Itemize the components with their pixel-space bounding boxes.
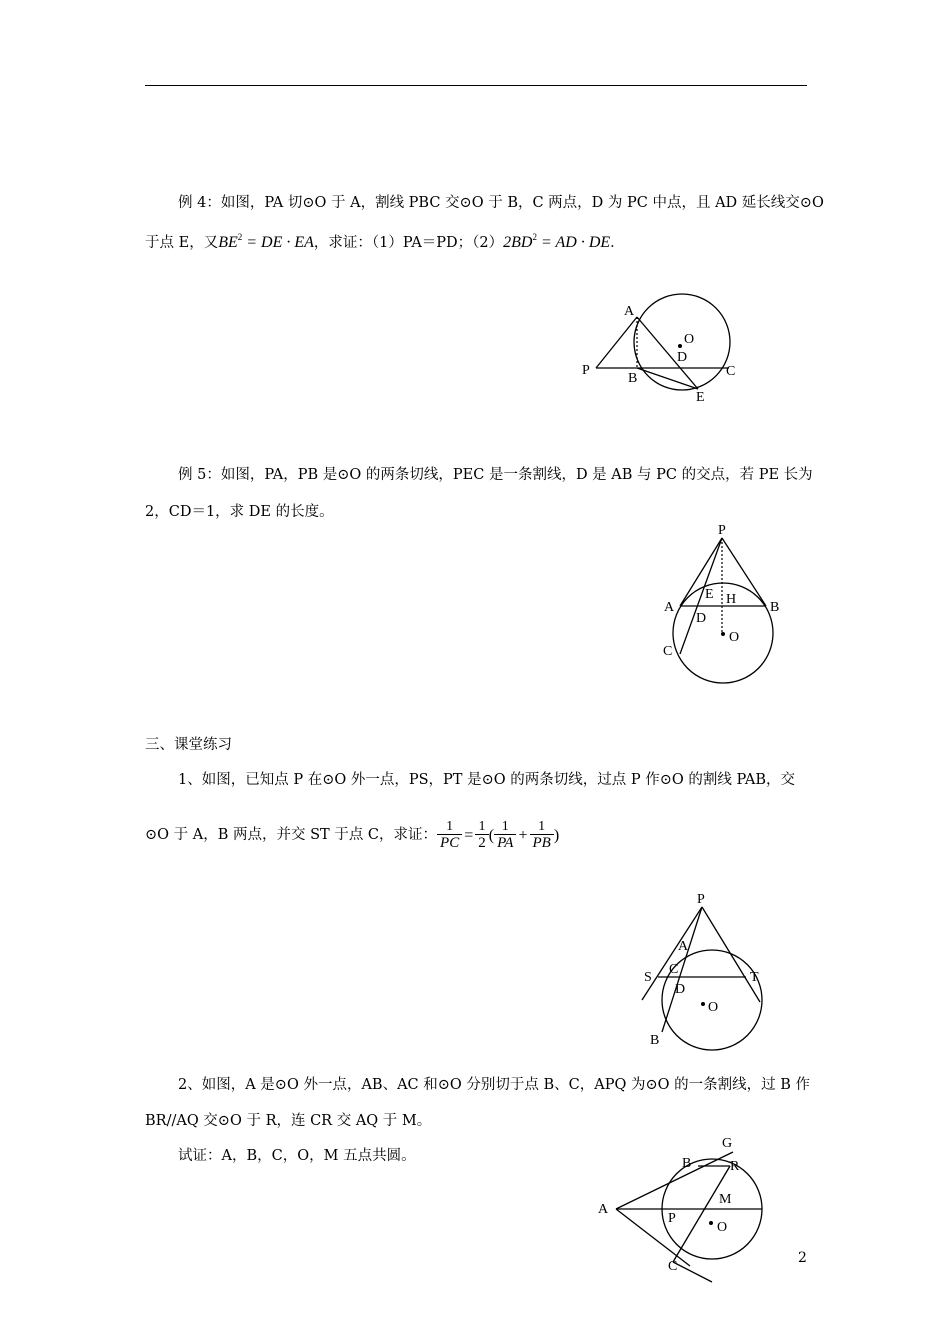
q1-frac-1-over-pb: $\frac{1}{PB}$	[530, 820, 554, 851]
q1-label-d: D	[675, 982, 686, 997]
q2-label-o: O	[717, 1220, 728, 1235]
q1-frac-1-over-pc: $\frac{1}{PC}$	[437, 820, 462, 851]
ex4-line2-end: ．	[610, 235, 625, 251]
q2-label-m: M	[719, 1192, 732, 1207]
ex5-label-p: P	[718, 523, 726, 538]
ex5-label-o: O	[729, 630, 740, 645]
q1-label-b: B	[650, 1033, 660, 1048]
ex4-label-p: P	[582, 363, 590, 378]
section3-heading: 三、课堂练习	[145, 737, 232, 753]
q1-label-c: C	[669, 962, 679, 977]
q1-label-a: A	[678, 939, 689, 954]
q1-paren-close: )	[553, 826, 560, 844]
q1-label-o: O	[708, 1000, 719, 1015]
q1-label-p: P	[697, 892, 705, 907]
ex4-label-o: O	[684, 332, 695, 347]
ex5-line2: 2，CD＝1，求 DE 的长度。	[145, 504, 334, 520]
q2-label-p: P	[668, 1211, 676, 1226]
ex4-label-c: C	[726, 364, 736, 379]
ex4-label-d: D	[677, 350, 688, 365]
q1-plus: +	[518, 826, 528, 844]
ex4-eq2: $2BD^2$ = AD · DE	[503, 232, 611, 251]
ex5-line1: 例 5：如图，PA，PB 是⊙O 的两条切线，PEC 是一条割线，D 是 AB 与 PC 的交点，若 PE 长为	[178, 467, 813, 483]
q2-label-g: G	[722, 1136, 733, 1151]
q1-label-t: T	[750, 970, 759, 985]
q2-line2: BR//AQ 交⊙O 于 R，连 CR 交 AQ 于 M。	[145, 1113, 432, 1129]
page-number: 2	[798, 1250, 807, 1266]
q2-line3: 试证：A，B，C，O，M 五点共圆。	[178, 1148, 416, 1164]
ex4-label-e: E	[696, 390, 705, 405]
q1-line2-pre: ⊙O 于 A，B 两点，并交 ST 于点 C，求证：	[145, 827, 438, 844]
ex5-label-e: E	[705, 587, 714, 602]
ex4-label-b: B	[628, 371, 638, 386]
q2-line1: 2、如图，A 是⊙O 外一点，AB、AC 和⊙O 分别切于点 B、C，APQ 为⊙O 的一条割线，过 B 作	[178, 1077, 811, 1093]
ex5-label-b: B	[770, 600, 780, 615]
ex5-label-d: D	[696, 611, 707, 626]
q2-label-a: A	[598, 1202, 609, 1217]
ex5-label-a: A	[664, 600, 675, 615]
q1-equals: =	[464, 826, 474, 844]
ex4-label-a: A	[624, 304, 635, 319]
q1-frac-1-over-pa: $\frac{1}{PA}$	[494, 820, 516, 851]
ex4-line1: 例 4：如图，PA 切⊙O 于 A，割线 PBC 交⊙O 于 B，C 两点，D 为 PC 中点，且 AD 延长线交⊙O	[178, 195, 824, 211]
ex4-line2-pre: 于点 E，又	[145, 235, 219, 251]
q1-line1: 1、如图，已知点 P 在⊙O 外一点，PS，PT 是⊙O 的两条切线，过点 P 作⊙O 的割线 PAB，交	[178, 772, 795, 788]
q1-label-s: S	[644, 970, 652, 985]
ex4-eq1: $BE^2$ = DE · EA	[218, 232, 314, 251]
q2-label-r: R	[730, 1159, 740, 1174]
q1-frac-1-over-2: $\frac{1}{2}$	[475, 820, 489, 851]
ex4-line2-mid: ，求证：（1）PA＝PD；（2）	[313, 235, 504, 251]
q2-label-c: C	[668, 1259, 678, 1274]
q1-paren-open: (	[488, 826, 495, 844]
ex5-label-c: C	[663, 644, 673, 659]
ex5-label-h: H	[726, 592, 737, 607]
q2-label-b: B	[682, 1156, 692, 1171]
